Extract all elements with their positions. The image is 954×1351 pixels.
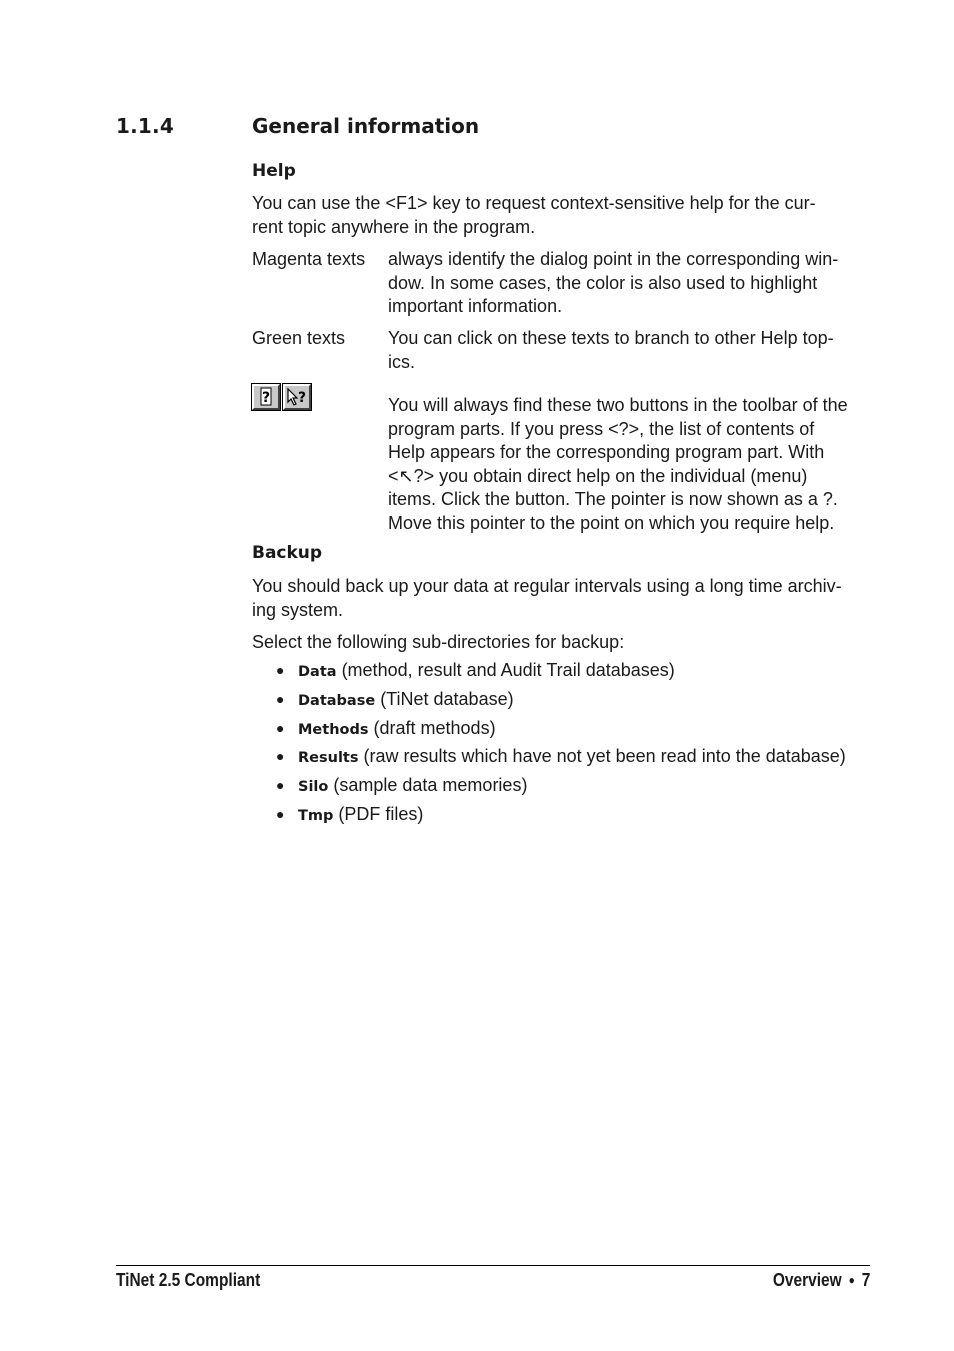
directory-name: Methods [298,722,369,738]
footer-bullet-icon: ● [848,1273,855,1287]
directory-description: (raw results which have not yet been read into the database) [363,746,846,766]
svg-text:?: ? [261,390,271,406]
toolbar-buttons-illustration [252,384,311,410]
help-intro [252,192,816,239]
help-contents-icon [258,387,274,407]
svg-text:?: ? [297,390,307,406]
backup-intro-line: You should back up your data at regular intervals using a long time archiv- [252,576,842,596]
list-item [276,659,675,684]
buttons-line: You will always find these two buttons in the toolbar of the [388,395,848,415]
directory-name: Tmp [298,808,334,824]
green-line: You can click on these texts to branch to other Help top- [388,328,834,348]
help-heading: Help [252,161,296,181]
section-title: General information [252,114,480,138]
help-intro-line: You can use the <F1> key to request context-sensitive help for the cur- [252,193,816,213]
list-item [276,688,514,713]
bullet-icon: ● [276,720,285,736]
buttons-line: items. Click the button. The pointer is now shown as a ?. [388,489,838,509]
section-number: 1.1.4 [116,114,174,138]
directory-description: (method, result and Audit Trail databases) [341,660,675,680]
buttons-line: <↖?> you obtain direct help on the individual (menu) [388,465,808,486]
green-description [388,327,834,374]
help-contents-button[interactable] [252,384,280,410]
magenta-line: dow. In some cases, the color is also used to highlight [388,272,818,293]
page-number: 7 [861,1270,870,1290]
buttons-description [388,394,848,535]
bullet-icon: ● [276,777,285,793]
magenta-line: always identify the dialog point in the corresponding win- [388,249,839,269]
backup-heading: Backup [252,543,323,563]
list-item [276,745,846,770]
directory-description: (sample data memories) [333,775,528,795]
list-item [276,717,496,742]
directory-description: (draft methods) [373,718,496,738]
green-term: Green texts [252,328,346,348]
bullet-icon: ● [276,691,285,707]
backup-intro [252,575,842,622]
directory-name: Data [298,664,337,680]
buttons-line: Move this pointer to the point on which you require help. [388,512,835,533]
bullet-icon: ● [276,662,285,678]
footer-divider [116,1265,870,1266]
backup-intro-line: ing system. [252,599,344,620]
backup-select-text: Select the following sub-directories for backup: [252,632,625,652]
directory-name: Results [298,750,359,766]
magenta-line: important information. [388,296,563,316]
bullet-icon: ● [276,806,285,822]
directory-description: (TiNet database) [380,689,514,709]
directory-description: (PDF files) [338,804,424,824]
green-line: ics. [388,351,415,372]
help-intro-line: rent topic anywhere in the program. [252,216,536,237]
buttons-line: program parts. If you press <?>, the list of contents of [388,418,815,439]
context-help-button[interactable] [283,384,311,410]
magenta-term: Magenta texts [252,249,366,269]
buttons-line: Help appears for the corresponding program part. With [388,442,825,462]
footer-section-name: Overview [772,1270,842,1290]
directory-name: Database [298,693,376,709]
list-item [276,803,423,828]
list-item [276,774,527,799]
footer-document-title: TiNet 2.5 Compliant [116,1270,261,1290]
footer-page-info [773,1270,870,1291]
context-help-pointer-icon [286,387,308,407]
directory-name: Silo [298,779,329,795]
magenta-description [388,248,838,319]
bullet-icon: ● [276,748,285,764]
